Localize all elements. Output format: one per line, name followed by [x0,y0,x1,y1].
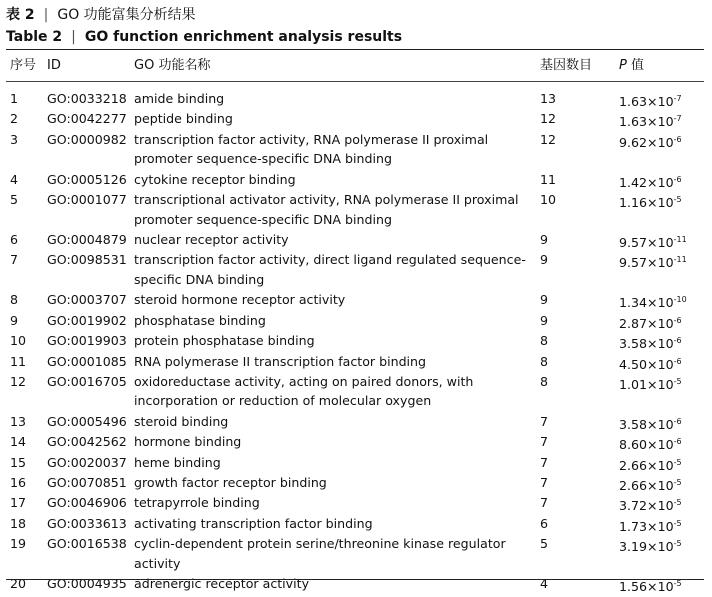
row-number: 15 [10,454,27,470]
p-value-mantissa: 1.56×10 [619,579,674,595]
go-term-name: heme binding [134,454,221,470]
p-value-mantissa: 1.63×10 [619,114,674,130]
p-value [619,250,687,273]
p-symbol: P [619,58,627,73]
gene-count: 7 [540,495,549,511]
gene-count: 8 [540,333,549,349]
go-term-name: hormone binding [134,434,242,450]
go-id: GO:0004879 [47,232,127,247]
p-value-exponent: -5 [673,457,682,467]
go-term-name: tetrapyrrole binding [134,495,260,511]
p-value-mantissa: 2.66×10 [619,478,674,493]
go-term-name: amide binding [134,91,225,106]
row-number: 6 [10,232,19,247]
p-value-mantissa: 1.42×10 [619,174,674,190]
p-value-mantissa: 4.50×10 [619,356,674,372]
gene-count: 9 [540,292,549,308]
table-header-rule [6,81,704,82]
gene-count: 12 [540,111,557,127]
go-term-name: cyclin-dependent protein serine/threonine kinase regulator activity [134,536,506,571]
p-value-exponent: -11 [673,235,687,244]
caption-chinese [6,4,402,26]
go-id: GO:0033613 [47,515,127,531]
go-term-name: peptide binding [134,111,233,127]
p-value [619,473,682,496]
gene-count: 9 [540,312,549,328]
table-row [0,574,712,594]
row-number: 1 [10,91,19,106]
row-number: 12 [10,373,27,389]
gene-count: 4 [540,576,549,592]
table-row [0,534,712,574]
p-value-exponent: -11 [673,255,687,265]
table-row [0,290,712,310]
go-id: GO:0016705 [47,373,127,389]
table-bottom-rule [6,579,704,580]
go-id: GO:0019902 [47,312,127,328]
p-value-exponent: -5 [673,539,682,549]
go-term-name: transcription factor activity, direct ligand regulated sequence-specific DNA binding [134,252,526,287]
table-row [0,130,712,170]
gene-count: 13 [540,91,557,106]
gene-count: 7 [540,434,549,450]
go-id: GO:0042562 [47,434,127,450]
gene-count: 12 [540,131,557,147]
gene-count: 9 [540,232,549,247]
row-number: 19 [10,536,27,552]
p-value-exponent: -6 [673,437,682,447]
table-row [0,230,712,250]
row-number: 13 [10,413,27,429]
table-row [0,109,712,129]
row-number: 20 [10,576,27,592]
go-id: GO:0005126 [47,171,127,187]
table-row [0,453,712,473]
gene-count: 5 [540,536,549,552]
p-value [619,352,682,375]
go-term-name: oxidoreductase activity, acting on paired donors, with incorporation or reduction of molecular oxygen [134,373,474,409]
caption-en-text: GO function enrichment analysis results [84,29,403,45]
table-row [0,190,712,230]
go-term-name: protein phosphatase binding [134,333,315,349]
p-value-mantissa: 1.01×10 [619,376,674,392]
go-id: GO:0098531 [47,252,127,268]
p-value-exponent: -10 [673,295,687,305]
p-value [619,290,687,313]
p-value-mantissa: 3.72×10 [619,498,674,514]
p-suffix: 值 [626,58,644,73]
p-value-exponent: -5 [673,195,682,205]
caption-en-label: Table 2 [6,29,63,45]
p-value-exponent: -6 [673,416,682,426]
p-value-exponent: -6 [673,315,682,325]
go-term-name: cytokine receptor binding [134,171,296,187]
p-value [619,230,687,253]
row-number: 14 [10,434,27,450]
p-value-mantissa: 9.62×10 [619,134,674,150]
gene-count: 8 [540,353,549,369]
go-id: GO:0001077 [47,192,127,208]
p-value-mantissa: 9.57×10 [619,255,674,271]
p-value [619,432,682,455]
column-header-count: 基因数目 [540,58,593,73]
p-value-mantissa: 2.87×10 [619,315,674,331]
p-value-exponent: -5 [673,579,682,589]
p-value-mantissa: 1.73×10 [619,518,674,534]
p-value [619,574,682,597]
caption-separator: | [71,29,76,45]
p-value [619,453,682,476]
go-id: GO:0020037 [47,454,127,470]
row-number: 5 [10,192,19,208]
p-value [619,311,682,334]
p-value-exponent: -5 [673,376,682,386]
p-value [619,331,682,354]
p-value [619,109,682,132]
column-header-no: 序号 [10,58,37,73]
go-term-name: transcriptional activator activity, RNA polymerase II proximal promoter sequence-specific DNA binding [134,192,519,227]
p-value-mantissa: 9.57×10 [619,235,674,250]
p-value-mantissa: 8.60×10 [619,437,674,453]
table-row [0,372,712,412]
column-header-name: GO 功能名称 [134,58,211,73]
p-value-exponent: -7 [673,114,682,124]
row-number: 3 [10,131,19,147]
table-row [0,493,712,513]
caption-separator: | [43,7,49,23]
go-id: GO:0016538 [47,536,127,552]
p-value-exponent: -6 [673,356,682,366]
row-number: 17 [10,495,27,511]
table-row [0,89,712,109]
p-value-exponent: -5 [673,478,682,487]
row-number: 16 [10,475,27,490]
p-value-exponent: -6 [673,134,682,144]
p-value [619,130,682,153]
p-value-exponent: -6 [673,336,682,346]
p-value-exponent: -7 [673,94,682,103]
table-row [0,311,712,331]
go-id: GO:0019903 [47,333,127,349]
p-value-mantissa: 1.16×10 [619,195,674,211]
p-value-mantissa: 3.19×10 [619,539,674,555]
go-term-name: activating transcription factor binding [134,515,373,531]
column-header-p-value [619,57,644,75]
table-top-rule [6,49,704,50]
go-id: GO:0003707 [47,292,127,308]
gene-count: 11 [540,171,557,187]
p-value [619,372,682,395]
go-term-name: steroid hormone receptor activity [134,292,346,308]
go-id: GO:0001085 [47,353,127,369]
p-value [619,412,682,435]
p-value [619,190,682,213]
row-number: 2 [10,111,19,127]
row-number: 18 [10,515,27,531]
gene-count: 7 [540,475,549,490]
table-row [0,432,712,452]
p-value-mantissa: 3.58×10 [619,416,674,432]
go-term-name: nuclear receptor activity [134,232,289,247]
p-value [619,89,682,112]
p-value-exponent: -5 [673,498,682,508]
table-row [0,514,712,534]
go-id: GO:0042277 [47,111,127,127]
go-term-name: phosphatase binding [134,312,266,328]
go-term-name: adrenergic receptor activity [134,576,310,592]
p-value [619,493,682,516]
row-number: 4 [10,171,19,187]
p-value-mantissa: 2.66×10 [619,457,674,473]
p-value-mantissa: 1.63×10 [619,94,674,109]
go-id: GO:0046906 [47,495,127,511]
p-value-exponent: -6 [673,174,682,184]
go-id: GO:0033218 [47,91,127,106]
go-term-name: growth factor receptor binding [134,475,327,490]
p-value-mantissa: 1.34×10 [619,295,674,311]
table-row [0,331,712,351]
gene-count: 9 [540,252,549,268]
caption-cn-label: 表 2 [6,7,35,23]
p-value [619,514,682,537]
table-row [0,170,712,190]
column-header-id: ID [47,58,61,73]
gene-count: 6 [540,515,549,531]
gene-count: 8 [540,373,549,389]
p-value [619,534,682,557]
table-row [0,352,712,372]
go-id: GO:0070851 [47,475,127,490]
p-value-mantissa: 3.58×10 [619,336,674,352]
row-number: 10 [10,333,27,349]
gene-count: 7 [540,454,549,470]
gene-count: 10 [540,192,557,208]
row-number: 9 [10,312,19,328]
table-row [0,250,712,290]
caption-cn-text: GO 功能富集分析结果 [57,7,196,23]
go-id: GO:0000982 [47,131,127,147]
go-term-name: steroid binding [134,413,229,429]
table-row [0,412,712,432]
gene-count: 7 [540,413,549,429]
go-term-name: transcription factor activity, RNA polymerase II proximal promoter sequence-specific DNA binding [134,131,489,167]
go-id: GO:0004935 [47,576,127,592]
table-caption [6,4,402,48]
row-number: 7 [10,252,19,268]
table-row [0,473,712,493]
caption-english [6,26,402,48]
p-value-exponent: -5 [673,518,682,528]
row-number: 11 [10,353,27,369]
go-id: GO:0005496 [47,413,127,429]
go-term-name: RNA polymerase II transcription factor binding [134,353,427,369]
row-number: 8 [10,292,19,308]
p-value [619,170,682,193]
